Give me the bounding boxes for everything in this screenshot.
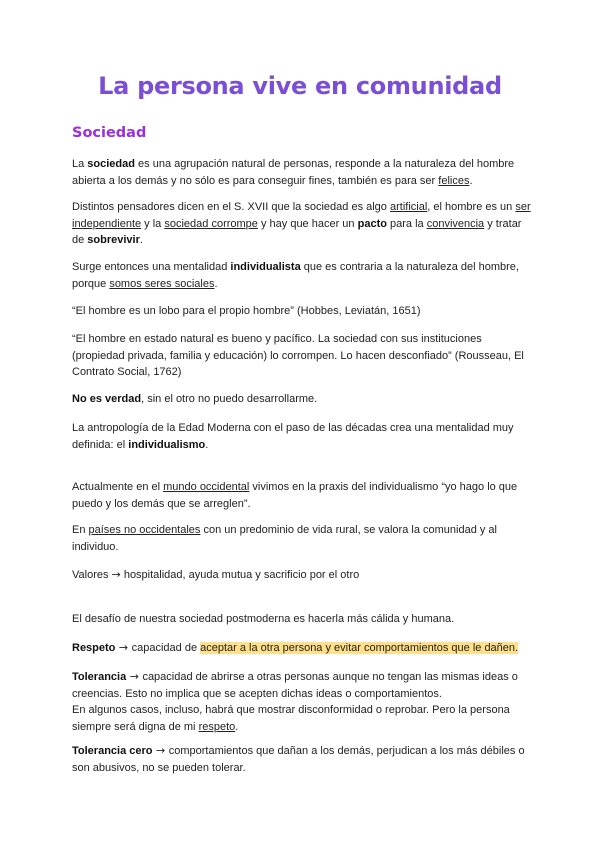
paragraph-valores: Valores → hospitalidad, ayuda mutua y sacrificio por el otro bbox=[72, 568, 360, 581]
paragraph-desafio: El desafío de nuestra sociedad postmoderna es hacerla más cálida y humana. bbox=[72, 613, 455, 625]
bold-term: No es verdad bbox=[72, 393, 142, 405]
arrow-icon: → bbox=[111, 568, 121, 581]
bold-term: sobrevivir bbox=[87, 234, 140, 246]
paragraph-pensadores: Distintos pensadores dicen en el S. XVII que la sociedad es algo artificial, el hombre es un ser independiente y la sociedad corrompe y hay que hacer un pacto para la convivencia y tratar de sobrevivir. bbox=[72, 201, 531, 246]
section-heading: Sociedad bbox=[72, 125, 147, 141]
paragraph-tolerancia: Tolerancia → capacidad de abrirse a otras personas aunque no tengan las mismas ideas o creencias. Esto no implica que se acepten dichas ideas o comportamientos. En algunos casos, incluso, habrá que mostrar disconformidad o reprobar. Pero la persona siempre será digna de mi respeto. bbox=[72, 670, 518, 733]
paragraph-individualista: Surge entonces una mentalidad individualista que es contraria a la naturaleza del hombre, porque somos seres sociales. bbox=[72, 261, 519, 290]
paragraph-paises-no-occidentales: En países no occidentales con un predominio de vida rural, se valora la comunidad y al individuo. bbox=[72, 524, 497, 553]
paragraph-antropologia: La antropología de la Edad Moderna con el paso de las décadas crea una mentalidad muy definida: el individualismo. bbox=[72, 422, 514, 451]
underlined-term: artificial bbox=[389, 201, 428, 213]
bold-term: Respeto bbox=[72, 642, 116, 654]
underlined-term: sociedad corrompe bbox=[164, 217, 258, 230]
highlighted-text: aceptar a la otra persona y evitar comportamientos que le dañen. bbox=[200, 642, 519, 654]
underlined-term: ser independiente bbox=[72, 201, 531, 230]
bold-term: individualismo bbox=[128, 438, 206, 451]
paragraph-mundo-occidental: Actualmente en el mundo occidental vivimos en la praxis del individualismo “yo hago lo que puedo y los demás que se arreglen”. bbox=[72, 481, 518, 510]
bold-term: Tolerancia cero bbox=[72, 745, 153, 757]
bold-term: Tolerancia bbox=[72, 671, 127, 683]
bold-term: pacto bbox=[357, 217, 387, 230]
arrow-icon: → bbox=[126, 670, 143, 683]
bold-term: individualista bbox=[230, 261, 301, 273]
underlined-term: países no occidentales bbox=[88, 524, 201, 536]
paragraph-sociedad: La sociedad es una agrupación natural de personas, responde a la naturaleza del hombre abierta a los demás y no sólo es para conseguir fines, también es para ser felices. bbox=[72, 158, 515, 187]
quote-rousseau: “El hombre en estado natural es bueno y pacífico. La sociedad con sus instituciones (propiedad privada, familia y educación) lo corrompen. Lo hacen desconfiado” (Rousseau, El Contrato Social, 1762) bbox=[72, 333, 524, 378]
underlined-term: mundo occidental bbox=[163, 481, 250, 493]
page-title: La persona vive en comunidad bbox=[98, 72, 502, 100]
paragraph-tolerancia-cero: Tolerancia cero → comportamientos que dañan a los demás, perjudican a los más débiles o son abusivos, no se pueden tolerar. bbox=[72, 744, 525, 774]
bold-term: sociedad bbox=[87, 158, 135, 170]
paragraph-respeto: Respeto → capacidad de aceptar a la otra persona y evitar comportamientos que le dañen. bbox=[72, 641, 519, 654]
underlined-term: convivencia bbox=[426, 217, 485, 230]
paragraph-no-es-verdad: No es verdad, sin el otro no puedo desarrollarme. bbox=[72, 393, 318, 405]
underlined-term: felices bbox=[438, 174, 470, 187]
quote-hobbes: “El hombre es un lobo para el propio hombre” (Hobbes, Leviatán, 1651) bbox=[72, 305, 421, 317]
underlined-term: somos seres sociales bbox=[109, 277, 215, 290]
arrow-icon: → bbox=[152, 744, 169, 757]
arrow-icon: → bbox=[115, 641, 132, 654]
underlined-term: respeto bbox=[198, 720, 236, 733]
